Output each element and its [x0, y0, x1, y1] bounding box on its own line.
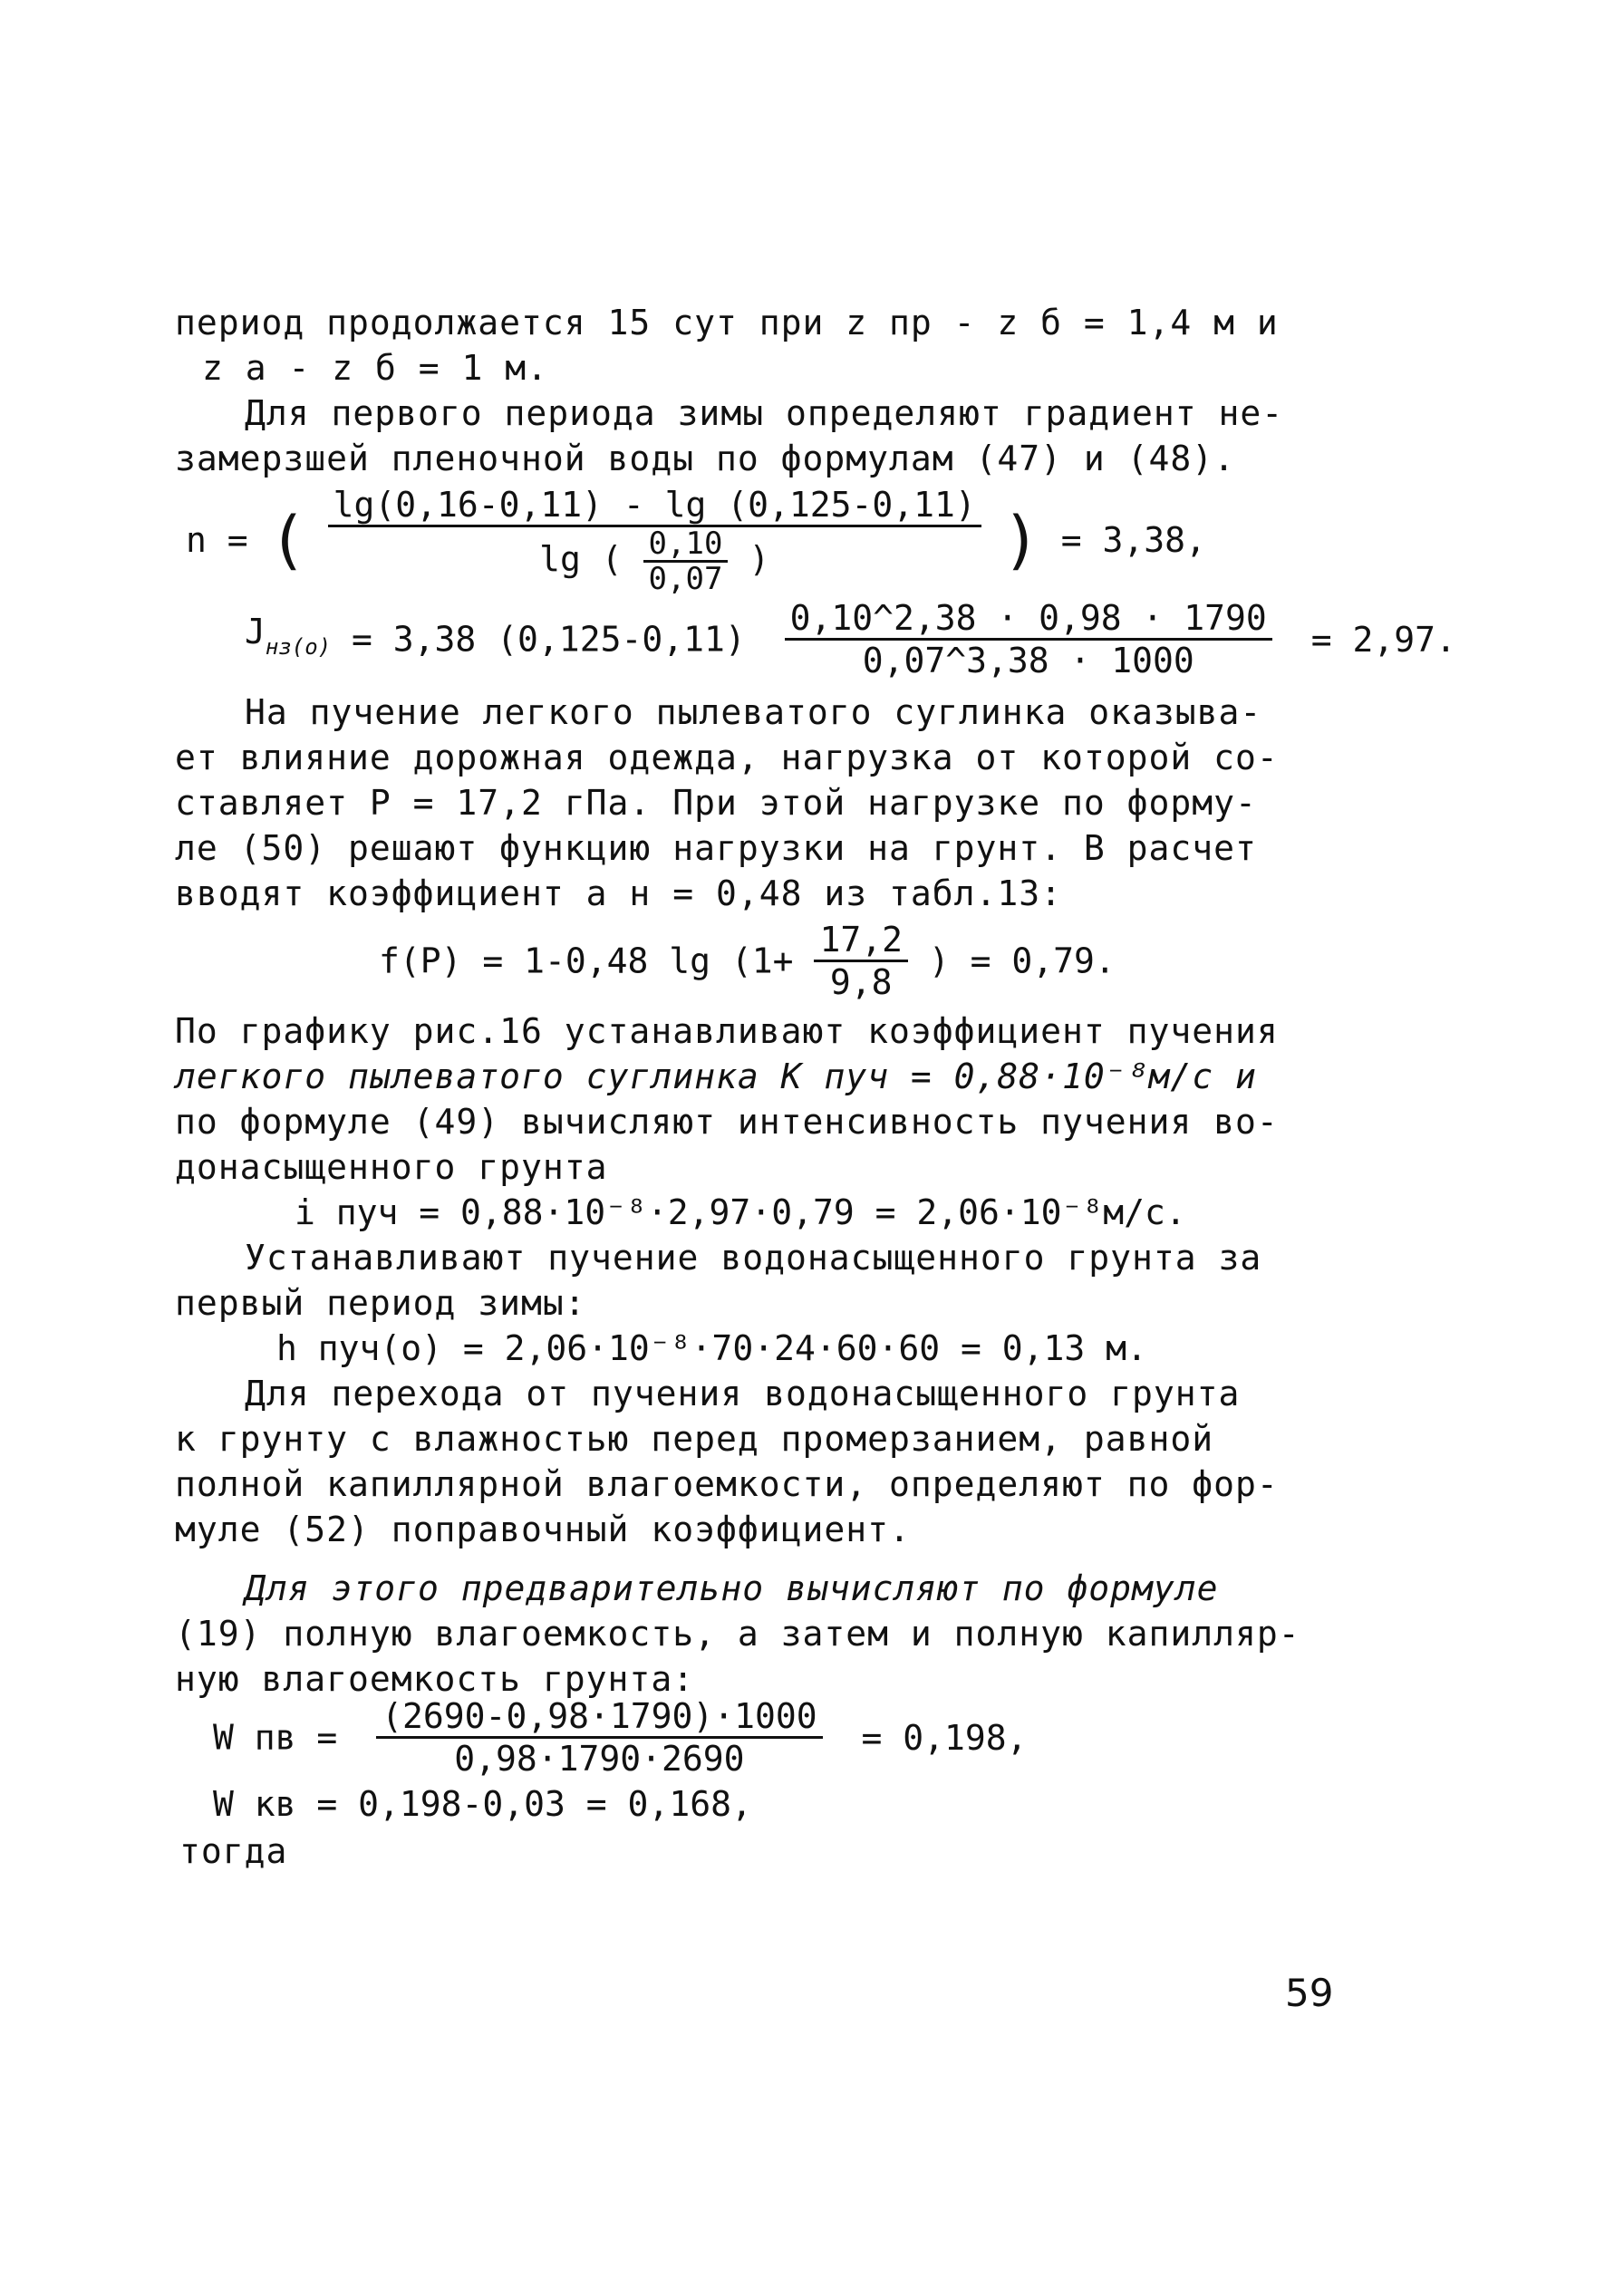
- text-line: ет влияние дорожная одежда, нагрузка от которой со-: [175, 738, 1279, 777]
- text-line: период продолжается 15 сут при z пр - z б = 1,4 м и: [175, 303, 1279, 342]
- text-line: полной капиллярной влагоемкости, определяют по фор-: [175, 1464, 1279, 1504]
- text-line: ставляет Р = 17,2 гПа. При этой нагрузке по форму-: [175, 783, 1257, 823]
- text-line: первый период зимы:: [175, 1283, 586, 1323]
- text-line: ную влагоемкость грунта:: [175, 1659, 695, 1699]
- page-number: 59: [1285, 1971, 1334, 2015]
- text-line: (19) полную влагоемкость, а затем и полную капилляр-: [175, 1614, 1300, 1654]
- text-line: к грунту с влажностью перед промерзанием, равной: [175, 1419, 1214, 1459]
- text-line: На пучение легкого пылеватого суглинка оказыва-: [245, 692, 1262, 732]
- text-line: вводят коэффициент а н = 0,48 из табл.13:: [175, 873, 1062, 913]
- formula-n: n = ( lg(0,16-0,11) - lg (0,125-0,11) lg ( $\frac{0,10}{0,07}$ ) ) = 3,38,: [186, 485, 1206, 597]
- fraction: lg(0,16-0,11) - lg (0,125-0,11) lg ( $\frac{0,10}{0,07}$ ): [328, 485, 981, 595]
- text-line: замерзшей пленочной воды по формулам (47) и (48).: [175, 439, 1236, 478]
- text-line: тогда: [179, 1831, 288, 1871]
- fraction: $\frac{0,10\^{}2,38 \cdot 0,98 \cdot 1790}{0,07\^{}3,38 \cdot 1000}$: [785, 598, 1272, 680]
- text-line: муле (52) поправочный коэффициент.: [175, 1510, 911, 1549]
- fraction: $\frac{(2690-0,98\cdot 1790)\cdot 1000}{0,98\cdot 1790\cdot 2690}$: [376, 1696, 822, 1779]
- text-line: ле (50) решают функцию нагрузки на грунт. В расчет: [175, 828, 1257, 868]
- formula-wpv: W пв = $\frac{(2690-0,98\cdot 1790)\cdot 1000}{0,98\cdot 1790\cdot 2690}$ = 0,198,: [213, 1696, 1028, 1779]
- text-line: Для первого периода зимы определяют градиент не-: [245, 393, 1284, 433]
- formula-heave: h пуч(о) = 2,06·10⁻⁸·70·24·60·60 = 0,13 м.: [276, 1328, 1147, 1368]
- text-line: z а - z б = 1 м.: [202, 348, 549, 388]
- text-line: по формуле (49) вычисляют интенсивность пучения во-: [175, 1102, 1279, 1142]
- text-line: По графику рис.16 устанавливают коэффициент пучения: [175, 1011, 1279, 1051]
- text-line: Для этого предварительно вычисляют по формуле: [245, 1568, 1219, 1608]
- formula-fp: f(P) = 1-0,48 lg (1+ $\frac{17,2}{9,8}$ ) = 0,79.: [379, 920, 1116, 1002]
- text-line: Устанавливают пучение водонасыщенного грунта за: [245, 1238, 1262, 1278]
- text-line: Для перехода от пучения водонасыщенного грунта: [245, 1374, 1241, 1413]
- formula-j: $J_{нз(о)} = 3,38$ (0,125-0,11) $\frac{0,10\^{}2,38 \cdot 0,98 \cdot 1790}{0,07\^{}3,38 \cdot 1000}$ = 2,97.: [245, 598, 1456, 680]
- formula-intensity: i пуч = 0,88·10⁻⁸·2,97·0,79 = 2,06·10⁻⁸м/с.: [295, 1192, 1186, 1232]
- text-line: легкого пылеватого суглинка K пуч = 0,88·10⁻⁸м/с и: [175, 1056, 1257, 1096]
- fraction: $\frac{17,2}{9,8}$: [814, 920, 908, 1002]
- text-line: донасыщенного грунта: [175, 1147, 608, 1187]
- formula-wkv: W кв = 0,198-0,03 = 0,168,: [213, 1784, 752, 1824]
